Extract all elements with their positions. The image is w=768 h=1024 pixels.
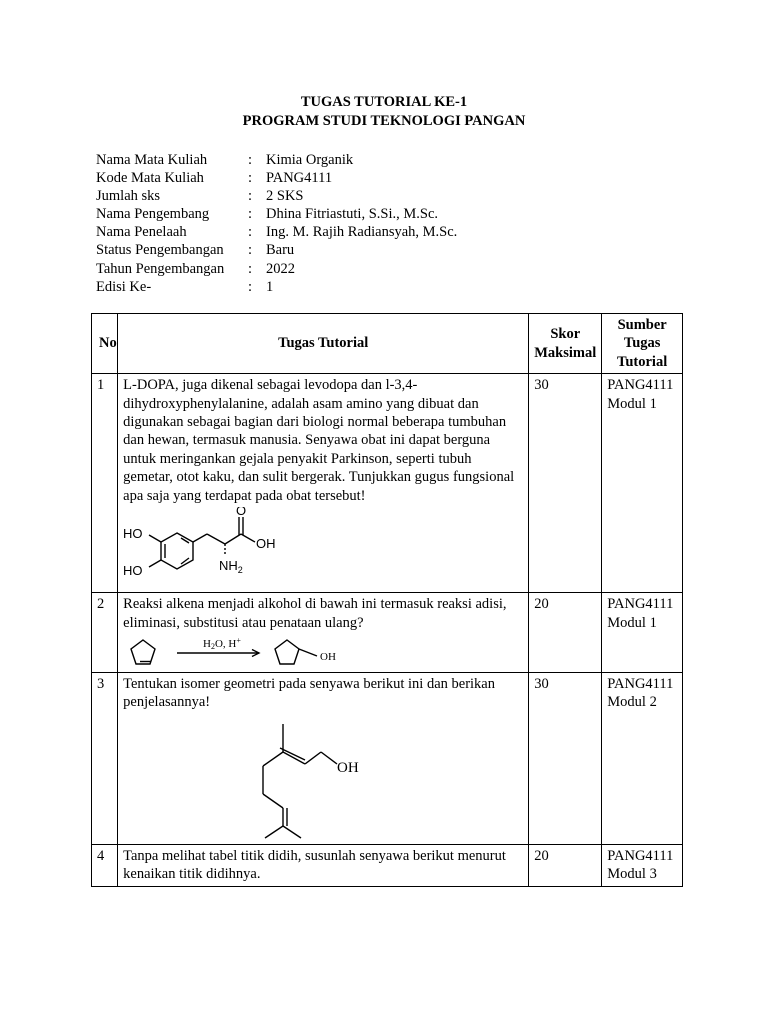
info-value: PANG4111 <box>266 170 333 187</box>
info-label: Nama Mata Kuliah <box>96 152 208 168</box>
info-value: Ing. M. Rajih Radiansyah, M.Sc. <box>266 224 458 241</box>
header-source-line: Sumber <box>617 317 667 333</box>
source-module: Modul 1 <box>607 395 657 412</box>
source-code: PANG4111 <box>607 676 674 693</box>
info-value: 2 SKS <box>266 188 304 205</box>
info-colon: : <box>248 152 253 168</box>
header-score-line: Maksimal <box>534 344 597 361</box>
task-text: L-DOPA, juga dikenal sebagai levodopa dan l-3,4-dihydroxyphenylalanine, adalah asam amino yang dibuat dan digunakan sebagai bagian dari biologi normal beberapa tumbuhan dan hewan, termasuk manusia. Senyawa obat ini dapat berguna untuk meringankan gejala penyakit Parkinson, seperti tubuh gemetar, otot kaku, dan sulit bergerak. Tunjukkan gugus fungsional apa saja yang terdapat pada obat tersebut! <box>123 377 515 504</box>
l-dopa-label-ho-bottom: HO <box>123 563 143 579</box>
row-source <box>602 593 683 673</box>
source-module: Modul 3 <box>607 866 657 883</box>
product-oh-label: OH <box>320 651 337 664</box>
info-label: Nama Pengembang <box>96 206 210 223</box>
info-value: 1 <box>266 278 274 295</box>
row-task <box>118 593 529 673</box>
header-task: Tugas Tutorial <box>118 314 529 374</box>
header-no: No <box>92 314 118 374</box>
row-score: 30 <box>529 374 602 593</box>
l-dopa-structure-image <box>123 507 293 579</box>
document-title: TUGAS TUTORIAL KE-1 <box>300 94 468 110</box>
row-source <box>602 844 683 886</box>
row-number: 4 <box>92 844 118 886</box>
info-label: Status Pengembangan <box>96 242 224 259</box>
info-value: Dhina Fitriastuti, S.Si., M.Sc. <box>266 206 439 223</box>
info-value: 2022 <box>266 260 295 277</box>
table-row <box>92 673 683 845</box>
row-source <box>602 673 683 845</box>
task-text: Tanpa melihat tabel titik didih, susunlah senyawa berikut menurut kenaikan titik didihnya. <box>123 847 506 883</box>
source-module: Modul 1 <box>607 614 657 631</box>
info-label: Kode Mata Kuliah <box>96 170 204 187</box>
table-header-row <box>92 314 683 374</box>
l-dopa-label-carbonyl: O <box>236 507 247 519</box>
row-task <box>118 374 529 593</box>
info-label: Edisi Ke- <box>96 278 152 295</box>
table-row <box>92 374 683 593</box>
info-colon: : <box>248 188 253 205</box>
table-row <box>92 844 683 886</box>
info-colon: : <box>248 278 253 295</box>
header-score-line: Skor <box>550 326 581 343</box>
reaction-scheme-image <box>123 634 363 670</box>
source-code: PANG4111 <box>607 847 674 864</box>
geraniol-structure-image <box>123 716 383 842</box>
l-dopa-label-amine: $NH_2$ <box>219 558 243 576</box>
geraniol-oh-label: OH <box>337 759 359 776</box>
tutorial-table <box>91 313 683 887</box>
info-colon: : <box>248 170 253 187</box>
header-source-line: Tugas <box>623 335 661 352</box>
row-task <box>118 844 529 886</box>
task-text: Reaksi alkena menjadi alkohol di bawah ini termasuk reaksi adisi, eliminasi, substitusi atau penataan ulang? <box>123 596 507 631</box>
l-dopa-label-oh: OH <box>256 536 276 552</box>
source-code: PANG4111 <box>607 377 674 394</box>
info-value: Baru <box>266 242 295 259</box>
row-score: 20 <box>529 844 602 886</box>
row-number: 1 <box>92 374 118 593</box>
row-number: 2 <box>92 593 118 673</box>
info-label: Tahun Pengembangan <box>96 260 225 277</box>
info-colon: : <box>248 260 253 277</box>
info-label: Jumlah sks <box>96 188 161 205</box>
info-colon: : <box>248 206 253 223</box>
header-score <box>529 314 602 374</box>
row-score: 20 <box>529 593 602 673</box>
task-text: Tentukan isomer geometri pada senyawa berikut ini dan berikan penjelasannya! <box>123 676 495 711</box>
reagent-label: H2O, H+ <box>203 636 242 652</box>
source-code: PANG4111 <box>607 596 674 613</box>
row-score: 30 <box>529 673 602 845</box>
program-title: PROGRAM STUDI TEKNOLOGI PANGAN <box>242 113 526 129</box>
row-number: 3 <box>92 673 118 845</box>
info-colon: : <box>248 242 253 259</box>
row-task <box>118 673 529 845</box>
info-colon: : <box>248 224 253 241</box>
info-value: Kimia Organik <box>266 152 354 168</box>
info-label: Nama Penelaah <box>96 224 187 241</box>
l-dopa-label-ho-top: HO <box>123 526 143 542</box>
source-module: Modul 2 <box>607 694 657 711</box>
row-source <box>602 374 683 593</box>
header-source <box>602 314 683 374</box>
table-row <box>92 593 683 673</box>
header-source-line: Tutorial <box>617 353 668 370</box>
